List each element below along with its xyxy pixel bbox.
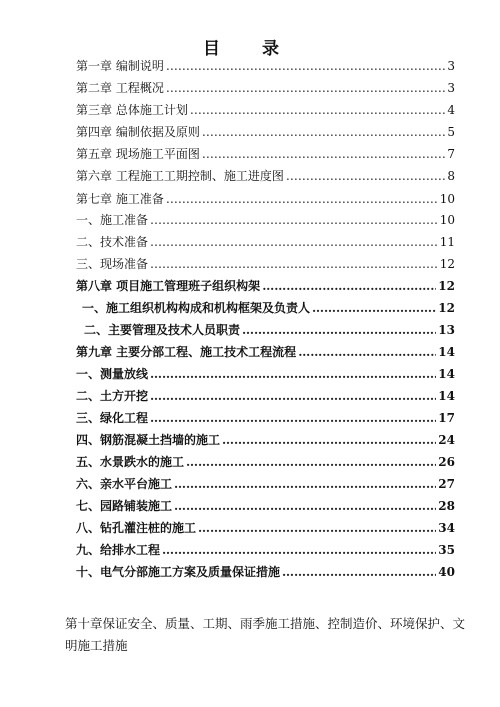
toc-entry[interactable] xyxy=(76,542,455,558)
leader-dots xyxy=(222,432,436,448)
toc-entry-label: 二、主要管理及技术人员职责 xyxy=(84,323,241,337)
toc-entry-page: 14 xyxy=(438,345,455,359)
toc-entry-page: 7 xyxy=(447,147,455,161)
toc-entry-label: 五、水景跌水的施工 xyxy=(76,455,185,469)
leader-dots xyxy=(150,366,436,382)
leader-dots xyxy=(150,388,436,404)
toc-entry-page: 12 xyxy=(439,257,455,271)
toc-entry-label: 第九章 主要分部工程、施工技术工程流程 xyxy=(76,345,297,359)
toc-entry[interactable] xyxy=(76,564,455,580)
toc-entry[interactable] xyxy=(82,300,455,316)
toc-entry-page: 14 xyxy=(438,367,455,381)
toc-entry-label: 三、现场准备 xyxy=(76,257,149,271)
leader-dots xyxy=(198,520,436,536)
leader-dots xyxy=(174,476,436,492)
toc-entry-label: 一、施工组织机构构成和机构框架及负责人 xyxy=(82,301,311,315)
toc-entry[interactable] xyxy=(76,191,455,207)
toc-entry-label: 七、园路铺装施工 xyxy=(76,499,173,513)
toc-entry-label: 九、给排水工程 xyxy=(76,543,161,557)
leader-dots xyxy=(262,278,436,294)
toc-entry-page: 10 xyxy=(439,213,455,227)
chapter-ten-heading: 第十章保证安全、质量、工期、雨季施工措施、控制造价、环境保护、文明施工措施 xyxy=(65,616,466,653)
toc-entry-page: 11 xyxy=(439,235,455,249)
toc-entry[interactable] xyxy=(76,344,455,360)
toc-entry-page: 40 xyxy=(438,565,455,579)
toc-entry-page: 26 xyxy=(438,455,455,469)
leader-dots xyxy=(150,256,438,272)
leader-dots xyxy=(312,300,436,316)
toc-entry-label: 八、钻孔灌注桩的施工 xyxy=(76,521,197,535)
leader-dots xyxy=(286,168,446,184)
toc-entry-page: 12 xyxy=(438,301,455,315)
toc-entry[interactable] xyxy=(76,432,455,448)
toc-entry[interactable] xyxy=(76,476,455,492)
leader-dots xyxy=(202,124,446,140)
leader-dots xyxy=(166,58,446,74)
toc-entry-page: 14 xyxy=(438,389,455,403)
leader-dots xyxy=(190,102,446,118)
toc-entry-page: 13 xyxy=(438,323,455,337)
toc-entry[interactable] xyxy=(76,256,455,272)
toc-entry-page: 8 xyxy=(447,169,455,183)
toc-entry-label: 第一章 编制说明 xyxy=(76,59,164,73)
toc-entry-label: 六、亲水平台施工 xyxy=(76,477,173,491)
toc-entry[interactable] xyxy=(76,366,455,382)
toc-entry-label: 第七章 施工准备 xyxy=(76,192,164,206)
toc-entry[interactable] xyxy=(76,102,455,118)
toc-entry-page: 35 xyxy=(438,543,455,557)
toc-entry-label: 第二章 工程概况 xyxy=(76,81,164,95)
toc-entry[interactable] xyxy=(76,124,455,140)
toc-entry[interactable] xyxy=(76,80,455,96)
toc-entry-label: 十、电气分部施工方案及质量保证措施 xyxy=(76,565,281,579)
toc-entry-page: 34 xyxy=(438,521,455,535)
toc-entry[interactable] xyxy=(76,410,455,426)
leader-dots xyxy=(150,234,438,250)
toc-entry-page: 3 xyxy=(447,59,455,73)
toc-entry-page: 12 xyxy=(438,279,455,293)
toc-entry[interactable] xyxy=(76,388,455,404)
toc-entry[interactable] xyxy=(76,168,455,184)
toc-entry-label: 二、土方开挖 xyxy=(76,389,149,403)
leader-dots xyxy=(202,146,446,162)
toc-entry[interactable] xyxy=(76,278,455,294)
toc-entry[interactable] xyxy=(76,454,455,470)
toc-entry[interactable] xyxy=(76,146,455,162)
leader-dots xyxy=(150,212,438,228)
toc-entry-label: 第三章 总体施工计划 xyxy=(76,103,188,117)
leader-dots xyxy=(186,454,436,470)
toc-entry-page: 28 xyxy=(438,499,455,513)
toc-entry-page: 4 xyxy=(447,103,455,117)
toc-entry[interactable] xyxy=(84,322,455,338)
leader-dots xyxy=(174,498,436,514)
toc-entry[interactable] xyxy=(76,58,455,74)
leader-dots xyxy=(166,80,446,96)
toc-entry-label: 三、绿化工程 xyxy=(76,411,149,425)
toc-entry[interactable] xyxy=(76,212,455,228)
toc-entry-page: 17 xyxy=(438,411,455,425)
toc-entry-label: 第六章 工程施工工期控制、施工进度图 xyxy=(76,169,284,183)
leader-dots xyxy=(166,191,438,207)
toc-entry-page: 27 xyxy=(438,477,455,491)
toc-entry-label: 一、测量放线 xyxy=(76,367,149,381)
toc-entry[interactable] xyxy=(76,520,455,536)
toc-entry-label: 第五章 现场施工平面图 xyxy=(76,147,200,161)
toc-entry-page: 3 xyxy=(447,81,455,95)
leader-dots xyxy=(242,322,436,338)
toc-entry-page: 24 xyxy=(438,433,455,447)
toc-entry-label: 第四章 编制依据及原则 xyxy=(76,125,200,139)
toc-entry-page: 10 xyxy=(439,192,455,206)
toc-title: 目 录 xyxy=(203,39,297,59)
toc-entry-label: 第八章 项目施工管理班子组织构架 xyxy=(76,279,261,293)
toc-entry[interactable] xyxy=(76,234,455,250)
toc-entry[interactable] xyxy=(76,498,455,514)
toc-entry-page: 5 xyxy=(447,125,455,139)
leader-dots xyxy=(162,542,436,558)
toc-entry-label: 二、技术准备 xyxy=(76,235,149,249)
leader-dots xyxy=(282,564,436,580)
leader-dots xyxy=(298,344,436,360)
leader-dots xyxy=(150,410,436,426)
toc-entry-label: 四、钢筋混凝土挡墙的施工 xyxy=(76,433,221,447)
toc-entry-label: 一、施工准备 xyxy=(76,213,149,227)
